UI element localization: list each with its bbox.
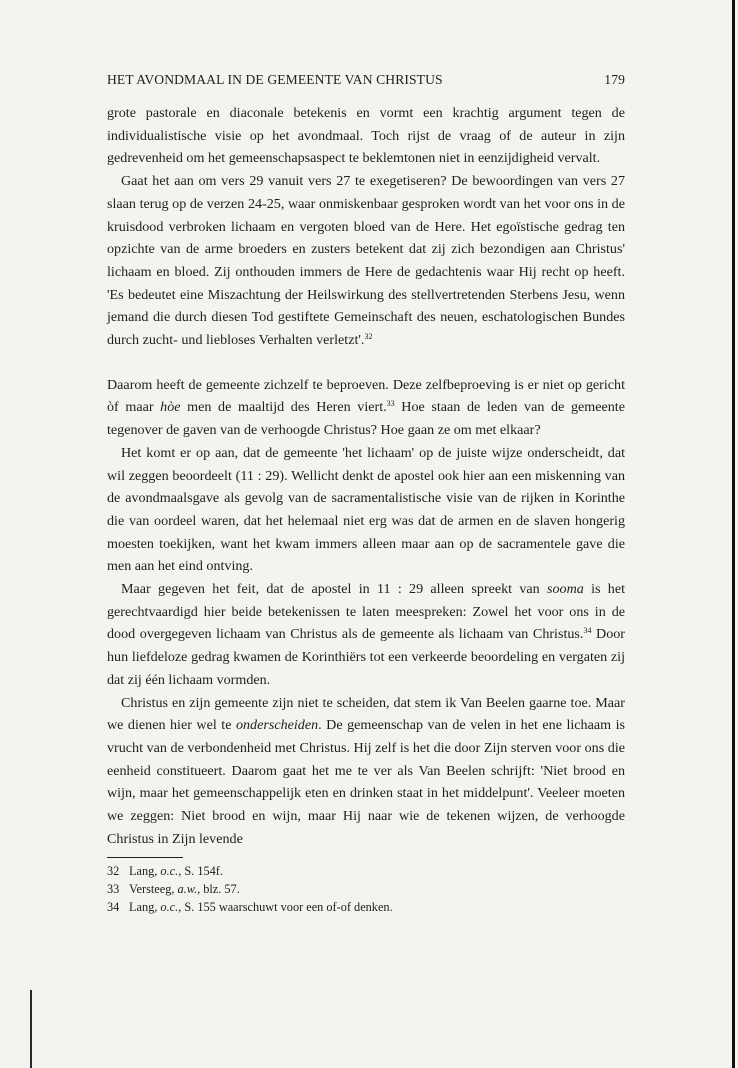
running-header (107, 72, 625, 88)
scan-edge-left (30, 990, 32, 1068)
footnote-32 (107, 862, 625, 880)
footnotes (107, 862, 625, 916)
footnote-author: Versteeg, (129, 881, 178, 896)
footnote-number: 34 (107, 899, 120, 914)
footnote-text (129, 862, 223, 880)
footnote-34 (107, 898, 625, 916)
paragraph-text: Daarom heeft de gemeente zichzelf te beproeven. Deze zelfbeproeving is er niet op gericht òf maar (107, 376, 625, 416)
footnote-ref-abbrev: a.w. (177, 881, 198, 896)
footnote-ref-34[interactable]: 34 (583, 626, 592, 636)
page-number: 179 (604, 72, 625, 87)
paragraph-text: Christus en zijn gemeente zijn niet te scheiden, dat stem ik Van Beelen gaarne toe. Maar we dienen hier wel te (107, 694, 625, 734)
footnote-text (129, 898, 393, 916)
running-title: HET AVONDMAAL IN DE GEMEENTE VAN CHRISTUS (107, 72, 443, 87)
paragraph-1 (107, 102, 625, 170)
book-page (107, 72, 625, 916)
paragraph-text: is het gerechtvaardigd hier beide betekenissen te laten meespreken: Zowel het voor ons in de dood overgegeven lichaam van Christus als de gemeente als lichaam van Christus. (107, 581, 625, 643)
paragraph-5 (107, 578, 625, 692)
paragraph-text: Hoe staan de leden van de gemeente tegenover de gaven van de verhoogde Christus? Hoe gaan ze om met elkaar? (107, 399, 625, 439)
footnote-divider (107, 857, 183, 858)
footnote-rest: , S. 155 waarschuwt voor een of-of denken. (178, 899, 393, 914)
footnote-rest: , S. 154f. (178, 863, 223, 878)
footnote-author: Lang, (129, 899, 161, 914)
paragraph-text: Het komt er op aan, dat de gemeente 'het lichaam' op de juiste wijze onderscheidt, dat wil zeggen beoordeelt (11 : 29). Wellicht denkt de apostel ook hier aan een miskenning van de avondmaalsgave als gevolg van de sacramentalistische visie van de rijken in Korinthe die van oordeel waren, dat het helemaal niet erg was dat de armen en de slaven hongerig moesten toekijken, want het kwam immers alleen maar aan op de sacramentele gave die men aan het eind ontving. (107, 444, 625, 575)
footnote-author: Lang, (129, 863, 161, 878)
paragraph-text: Door hun liefdeloze gedrag kwamen de Korinthiërs tot een verkeerde beoordeling en vergaten zij dat zij één lichaam vormden. (107, 626, 625, 688)
footnote-ref-abbrev: o.c. (160, 863, 179, 878)
paragraph-text: Maar gegeven het feit, dat de apostel in 11 : 29 alleen spreekt van (121, 581, 547, 598)
scan-edge-right (732, 0, 735, 1068)
paragraph-6 (107, 692, 625, 851)
footnote-ref-abbrev: o.c. (160, 899, 179, 914)
footnote-number: 33 (107, 881, 120, 896)
paragraph-text: Gaat het aan om vers 29 vanuit vers 27 te exegetiseren? De bewoordingen van vers 27 slaan terug op de verzen 24-25, waar onmiskenbaar gesproken wordt van het voor ons in de kruisdood verbroken lichaam en vergoten bloed van de Here. Het egoïstische gedrag ten opzichte van de arme broeders en zusters betekent dat zij zich bezondigen aan Christus' lichaam en bloed. Zij onthouden immers de Here de gedachtenis waar Hij recht op heeft. 'Es bedeutet eine Miszachtung der Heilswirkung des stellvertretenden Sterbens Jesu, wenn jemand die durch diesen Tod gestiftete Gemeinschaft des neuen, eschatologischen Bundes durch zucht- und liebloses Verhalten verletzt'. (107, 173, 625, 349)
emphasis: sooma (546, 581, 584, 598)
footnote-33 (107, 880, 625, 898)
paragraph-text: . De gemeenschap van de velen in het ene lichaam is vrucht van de verbondenheid met Christus. Hij zelf is het die door Zijn sterven voor ons die eenheid constitueert. Daarom gaat het me te ver als Van Beelen schrijft: 'Niet brood en wijn, maar het gemeenschappelijk eten en drinken staat in het middelpunt'. Veeleer moeten we zeggen: Niet brood en wijn, maar Hij naar wie de tekenen wijzen, de verhoogde Christus in Zijn levende (107, 717, 625, 847)
footnote-ref-32[interactable]: 32 (364, 332, 373, 342)
emphasis: onderscheiden (235, 717, 319, 734)
paragraph-text: men de maaltijd des Heren viert. (180, 399, 387, 416)
paragraph-2 (107, 170, 625, 352)
emphasis: hòe (160, 399, 181, 416)
footnote-number: 32 (107, 863, 120, 878)
paragraph-3 (107, 374, 625, 442)
paragraph-text: grote pastorale en diaconale betekenis en vormt een krachtig argument tegen de individualistische visie op het avondmaal. Toch rijst de vraag of de auteur in zijn gedrevenheid om het gemeenschapsaspect te beklemtonen niet in eenzijdigheid vervalt. (107, 105, 625, 167)
footnote-text (129, 880, 240, 898)
footnote-ref-33[interactable]: 33 (386, 399, 395, 409)
paragraph-4 (107, 442, 625, 578)
body-text (107, 102, 625, 851)
footnote-rest: , blz. 57. (197, 881, 240, 896)
